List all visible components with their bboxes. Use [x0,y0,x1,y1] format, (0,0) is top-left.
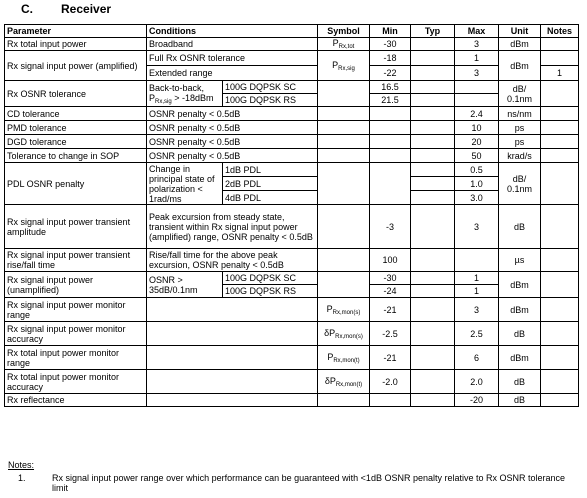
unit-cell: ps [499,135,541,149]
condition-subscript: Rx,sig [155,98,172,105]
symbol-cell [318,322,370,346]
table-row [5,38,579,51]
typ-cell [411,370,455,394]
unit-cell: dBm [499,346,541,370]
unit-cell: dB [499,205,541,249]
symbol-subscript: Rx,mon(t) [335,381,363,388]
table-row [5,51,579,66]
table-row [5,107,579,121]
subcondition-cell: 100G DQPSK SC [223,272,318,285]
unit-cell: dBm [499,38,541,51]
typ-cell [411,107,455,121]
param-cell: Rx total input power monitor accuracy [5,370,147,394]
min-cell: -30 [370,272,411,285]
condition-cell [147,346,318,370]
notes-cell [541,394,579,407]
symbol-cell [318,394,370,407]
condition-cell [147,298,318,322]
symbol-subscript: Rx,mon(s) [332,309,361,316]
condition-cell: Peak excursion from steady state, transient within Rx signal input power (amplified) range, OSNR penalty < 0.5dB [147,205,318,249]
table-row [5,370,579,394]
symbol-main: P [332,38,339,48]
typ-cell [411,121,455,135]
max-cell: 3 [455,38,499,51]
symbol-cell [318,163,370,205]
notes-cell [541,370,579,394]
param-cell: Rx signal input power monitor accuracy [5,322,147,346]
notes-cell [541,107,579,121]
typ-cell [411,346,455,370]
header-parameter: Parameter [5,25,147,38]
min-cell [370,107,411,121]
note-item [8,473,578,493]
symbol-cell [318,272,370,298]
max-cell [455,249,499,272]
unit-cell: dB/ 0.1nm [499,163,541,205]
max-cell [455,81,499,94]
max-cell: 2.5 [455,322,499,346]
param-cell: Rx reflectance [5,394,147,407]
unit-cell: dBm [499,272,541,298]
typ-cell [411,322,455,346]
header-typ: Typ [411,25,455,38]
min-cell: -2.0 [370,370,411,394]
param-cell: PMD tolerance [5,121,147,135]
typ-cell [411,149,455,163]
unit-cell: dB [499,394,541,407]
table-row [5,272,579,285]
condition-cell [147,370,318,394]
condition-cell: Rise/fall time for the above peak excursion, OSNR penalty < 0.5dB [147,249,318,272]
typ-cell [411,285,455,298]
notes-cell [541,149,579,163]
condition-cell: OSNR penalty < 0.5dB [147,135,318,149]
param-cell: Rx total input power monitor range [5,346,147,370]
notes-cell [541,121,579,135]
condition-cell: OSNR penalty < 0.5dB [147,107,318,121]
max-cell: 0.5 [455,163,499,177]
unit-cell: dB [499,322,541,346]
typ-cell [411,394,455,407]
typ-cell [411,66,455,81]
max-cell: 1 [455,272,499,285]
table-row [5,394,579,407]
max-cell: 3 [455,205,499,249]
unit-cell: krad/s [499,149,541,163]
param-cell: DGD tolerance [5,135,147,149]
param-cell: Rx signal input power monitor range [5,298,147,322]
table-row [5,81,579,94]
notes-cell [541,81,579,107]
min-cell: 16.5 [370,81,411,94]
condition-cell [147,81,223,107]
typ-cell [411,191,455,205]
condition-cell: OSNR penalty < 0.5dB [147,121,318,135]
symbol-cell [318,346,370,370]
notes-cell [541,249,579,272]
param-cell: PDL OSNR penalty [5,163,147,205]
symbol-main: δP [324,327,336,338]
min-cell [370,394,411,407]
unit-cell: dB/ 0.1nm [499,81,541,107]
min-cell: -3 [370,205,411,249]
header-unit: Unit [499,25,541,38]
max-cell: 1 [455,285,499,298]
symbol-cell [318,249,370,272]
symbol-subscript: Rx,tot [338,44,355,50]
condition-tail: > -18dBm [171,92,214,103]
typ-cell [411,81,455,94]
symbol-main: δP [324,375,336,386]
unit-cell: dBm [499,298,541,322]
min-cell [370,163,411,205]
min-cell [370,121,411,135]
max-cell: 3.0 [455,191,499,205]
receiver-spec-table [4,24,579,407]
notes-cell [541,163,579,205]
typ-cell [411,135,455,149]
subcondition-cell: 100G DQPSK RS [223,94,318,107]
symbol-cell [318,149,370,163]
symbol-cell [318,121,370,135]
symbol-main: P [332,59,339,70]
symbol-main: P [327,351,334,362]
max-cell: 2.4 [455,107,499,121]
max-cell: 3 [455,298,499,322]
table-row [5,121,579,135]
symbol-main: P [326,303,333,314]
header-min: Min [370,25,411,38]
subcondition-cell: 100G DQPSK RS [223,285,318,298]
subcondition-cell: 4dB PDL [223,191,318,205]
typ-cell [411,249,455,272]
symbol-subscript: Rx,mon(t) [333,357,360,364]
symbol-cell [318,298,370,322]
table-row [5,249,579,272]
table-row [5,298,579,322]
min-cell: -21 [370,346,411,370]
notes-cell [541,322,579,346]
typ-cell [411,51,455,66]
notes-cell [541,51,579,66]
min-cell: 100 [370,249,411,272]
header-notes: Notes [541,25,579,38]
symbol-cell [318,51,370,81]
min-cell: -21 [370,298,411,322]
max-cell: 6 [455,346,499,370]
notes-cell [541,205,579,249]
min-cell: -18 [370,51,411,66]
section-title: Receiver [61,2,112,16]
note-text: Rx signal input power range over which performance can be guaranteed with <1dB OSNR penalty relative to Rx OSNR tolerance limit [52,473,566,493]
typ-cell [411,272,455,285]
param-cell: Rx OSNR tolerance [5,81,147,107]
typ-cell [411,177,455,191]
notes-cell: 1 [541,66,579,81]
typ-cell [411,298,455,322]
symbol-subscript: Rx,sig [338,65,355,72]
table-row [5,135,579,149]
max-cell: 1.0 [455,177,499,191]
note-number: 1. [18,473,26,483]
param-cell: Rx signal input power (amplified) [5,51,147,81]
condition-cell: Broadband [147,38,318,51]
max-cell: -20 [455,394,499,407]
symbol-cell [318,107,370,121]
header-max: Max [455,25,499,38]
subcondition-cell: 100G DQPSK SC [223,81,318,94]
unit-cell: ps [499,121,541,135]
header-row [5,25,579,38]
param-cell: CD tolerance [5,107,147,121]
table-row [5,163,579,177]
table-row [5,346,579,370]
notes-cell [541,298,579,322]
param-cell: Rx signal input power transient amplitude [5,205,147,249]
notes-cell [541,272,579,298]
max-cell: 2.0 [455,370,499,394]
condition-cell [147,322,318,346]
min-cell [370,135,411,149]
typ-cell [411,94,455,107]
condition-cell: Full Rx OSNR tolerance [147,51,318,66]
min-cell: -30 [370,38,411,51]
table-row [5,205,579,249]
condition-cell: Change in principal state of polarization < 1rad/ms [147,163,223,205]
unit-cell: dBm [499,51,541,81]
section-number: C. [21,2,33,16]
param-cell: Rx signal input power (unamplified) [5,272,147,298]
min-cell: 21.5 [370,94,411,107]
condition-text: Back-to-back, P [149,82,205,103]
param-cell: Rx signal input power transient rise/fall time [5,249,147,272]
max-cell [455,94,499,107]
condition-cell: OSNR penalty < 0.5dB [147,149,318,163]
table-row [5,322,579,346]
notes-section [8,460,578,493]
symbol-cell [318,205,370,249]
header-symbol: Symbol [318,25,370,38]
condition-cell: Extended range [147,66,318,81]
min-cell: -2.5 [370,322,411,346]
section-heading [8,2,111,16]
symbol-cell [318,370,370,394]
max-cell: 50 [455,149,499,163]
unit-cell: ns/nm [499,107,541,121]
subcondition-cell: 1dB PDL [223,163,318,177]
typ-cell [411,38,455,51]
notes-title: Notes: [8,460,35,470]
subcondition-cell: 2dB PDL [223,177,318,191]
param-cell: Rx total input power [5,38,147,51]
max-cell: 3 [455,66,499,81]
min-cell: -24 [370,285,411,298]
condition-cell: OSNR > 35dB/0.1nm [147,272,223,298]
min-cell [370,149,411,163]
notes-cell [541,38,579,51]
symbol-cell [318,135,370,149]
symbol-subscript: Rx,mon(s) [335,333,363,340]
max-cell: 20 [455,135,499,149]
param-cell: Tolerance to change in SOP [5,149,147,163]
header-conditions: Conditions [147,25,318,38]
min-cell: -22 [370,66,411,81]
notes-cell [541,346,579,370]
max-cell: 1 [455,51,499,66]
condition-cell [147,394,318,407]
unit-cell: dB [499,370,541,394]
symbol-cell [318,38,370,51]
typ-cell [411,205,455,249]
symbol-cell [318,81,370,107]
table-row [5,149,579,163]
max-cell: 10 [455,121,499,135]
typ-cell [411,163,455,177]
unit-cell: µs [499,249,541,272]
notes-cell [541,135,579,149]
